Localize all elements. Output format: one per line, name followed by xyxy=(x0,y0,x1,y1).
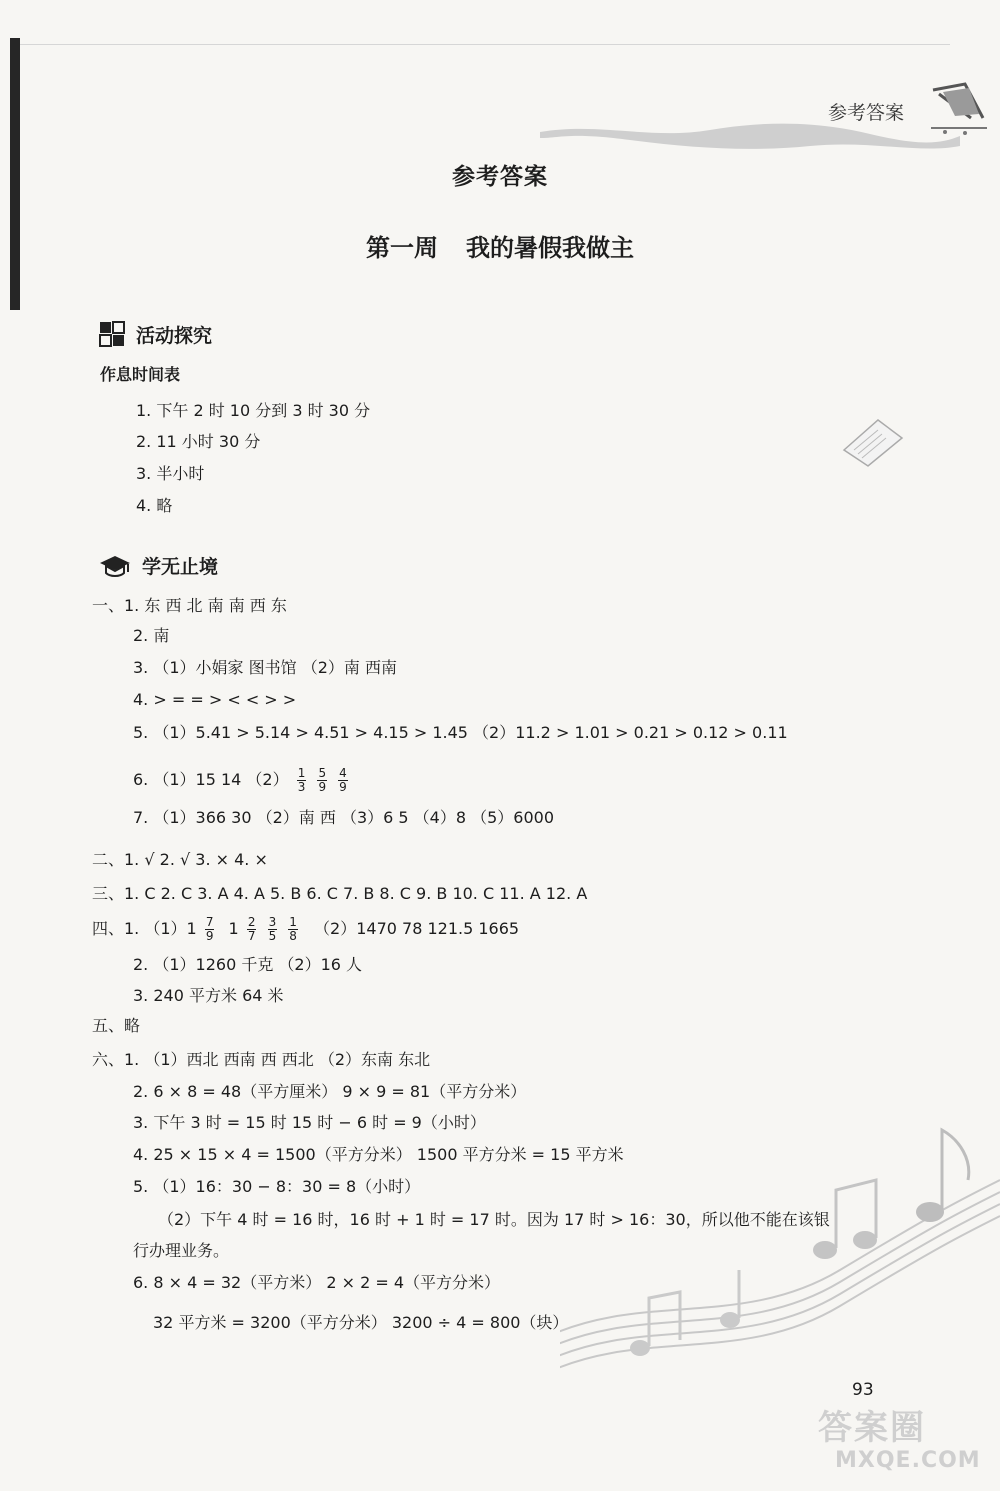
answer-text: 1 xyxy=(228,919,239,939)
fraction xyxy=(338,767,348,794)
answer-line: 一、1. 东 西 北 南 南 西 东 xyxy=(92,596,287,615)
answer-line: （2）下午 4 时 = 16 时，16 时 + 1 时 = 17 时。因为 17 时 > 16：30，所以他不能在该银 xyxy=(158,1210,830,1229)
fraction xyxy=(205,916,215,943)
section-heading-study xyxy=(98,552,218,579)
section-heading-text: 学无止境 xyxy=(142,556,219,578)
numerator: 5 xyxy=(318,766,327,780)
graduation-cap-icon xyxy=(98,553,132,579)
watermark-logo: 答案圈 xyxy=(818,1408,926,1448)
fraction xyxy=(297,767,307,794)
answer-line: 32 平方米 = 3200（平方分米） 3200 ÷ 4 = 800（块） xyxy=(153,1313,569,1332)
beach-chair-icon xyxy=(925,78,995,138)
answer-line: 二、1. √ 2. √ 3. × 4. × xyxy=(92,850,268,869)
numerator: 3 xyxy=(268,915,277,929)
answer-line: 2. 11 小时 30 分 xyxy=(136,432,261,451)
answer-line: 三、1. C 2. C 3. A 4. A 5. B 6. C 7. B 8. C 9. B 10. C 11. A 12. A xyxy=(92,884,588,903)
numerator: 2 xyxy=(247,915,256,929)
answer-line: 3. 半小时 xyxy=(136,464,205,483)
music-notes-decoration xyxy=(560,1120,1000,1420)
week-name: 我的暑假我做主 xyxy=(466,234,634,262)
answer-line: 6. 8 × 4 = 32（平方米） 2 × 2 = 4（平方分米） xyxy=(133,1273,501,1292)
answer-line: 2. （1）1260 千克 （2）16 人 xyxy=(133,955,363,974)
fraction xyxy=(288,916,298,943)
header-section-label: 参考答案 xyxy=(828,102,905,124)
numerator: 1 xyxy=(297,766,306,780)
fraction xyxy=(247,916,257,943)
denominator: 9 xyxy=(318,780,327,795)
puzzle-icon xyxy=(98,320,126,348)
answer-line: 4. 25 × 15 × 4 = 1500（平方分米） 1500 平方分米 = 15 平方米 xyxy=(133,1145,624,1164)
denominator: 8 xyxy=(289,929,297,944)
denominator: 5 xyxy=(268,929,277,944)
answer-line: 7. （1）366 30 （2）南 西 （3）6 5 （4）8 （5）6000 xyxy=(133,808,555,827)
numerator: 1 xyxy=(289,915,297,929)
answer-line: 3. （1）小娟家 图书馆 （2）南 西南 xyxy=(133,658,397,677)
answer-line: 六、1. （1）西北 西南 西 西北 （2）东南 东北 xyxy=(92,1050,431,1069)
answer-line-fractions xyxy=(133,767,351,794)
answer-line: 2. 6 × 8 = 48（平方厘米） 9 × 9 = 81（平方分米） xyxy=(133,1082,527,1101)
week-title xyxy=(0,228,1000,263)
watermark-url: MXQE.COM xyxy=(835,1448,981,1473)
section-heading-activity xyxy=(98,320,212,348)
section-heading-text: 活动探究 xyxy=(136,324,213,347)
page-number: 93 xyxy=(852,1380,874,1400)
numerator: 4 xyxy=(339,766,347,780)
answer-line: 4. > = = > < < > > xyxy=(133,690,297,709)
answer-text: 6. （1）15 14 （2） xyxy=(133,770,289,790)
answer-text: 四、1. （1）1 xyxy=(92,919,197,939)
denominator: 9 xyxy=(205,929,214,944)
numerator: 7 xyxy=(205,915,214,929)
answer-line: 五、略 xyxy=(92,1016,141,1035)
answer-line: 1. 下午 2 时 10 分到 3 时 30 分 xyxy=(136,401,371,420)
denominator: 9 xyxy=(339,780,347,795)
answer-text: （2）1470 78 121.5 1665 xyxy=(314,919,520,939)
fraction xyxy=(268,916,278,943)
answer-line: 4. 略 xyxy=(136,496,173,515)
answer-line: 5. （1）5.41 > 5.14 > 4.51 > 4.15 > 1.45 （2）11.2 > 1.01 > 0.21 > 0.12 > 0.11 xyxy=(133,723,788,742)
denominator: 3 xyxy=(297,780,306,795)
answer-line: 2. 南 xyxy=(133,626,170,645)
answer-line: 行办理业务。 xyxy=(133,1241,230,1260)
answer-line: 3. 240 平方米 64 米 xyxy=(133,986,284,1005)
sub-heading: 作息时间表 xyxy=(100,365,181,384)
page-title: 参考答案 xyxy=(452,164,548,190)
denominator: 7 xyxy=(247,929,256,944)
open-book-icon xyxy=(838,410,908,470)
fraction xyxy=(317,767,327,794)
answer-line-fractions xyxy=(92,916,519,943)
week-label: 第一周 xyxy=(366,234,438,262)
answer-line: 3. 下午 3 时 = 15 时 15 时 − 6 时 = 9（小时） xyxy=(133,1113,486,1132)
header-rule xyxy=(20,44,950,45)
answer-line: 5. （1）16：30 − 8：30 = 8（小时） xyxy=(133,1177,421,1196)
